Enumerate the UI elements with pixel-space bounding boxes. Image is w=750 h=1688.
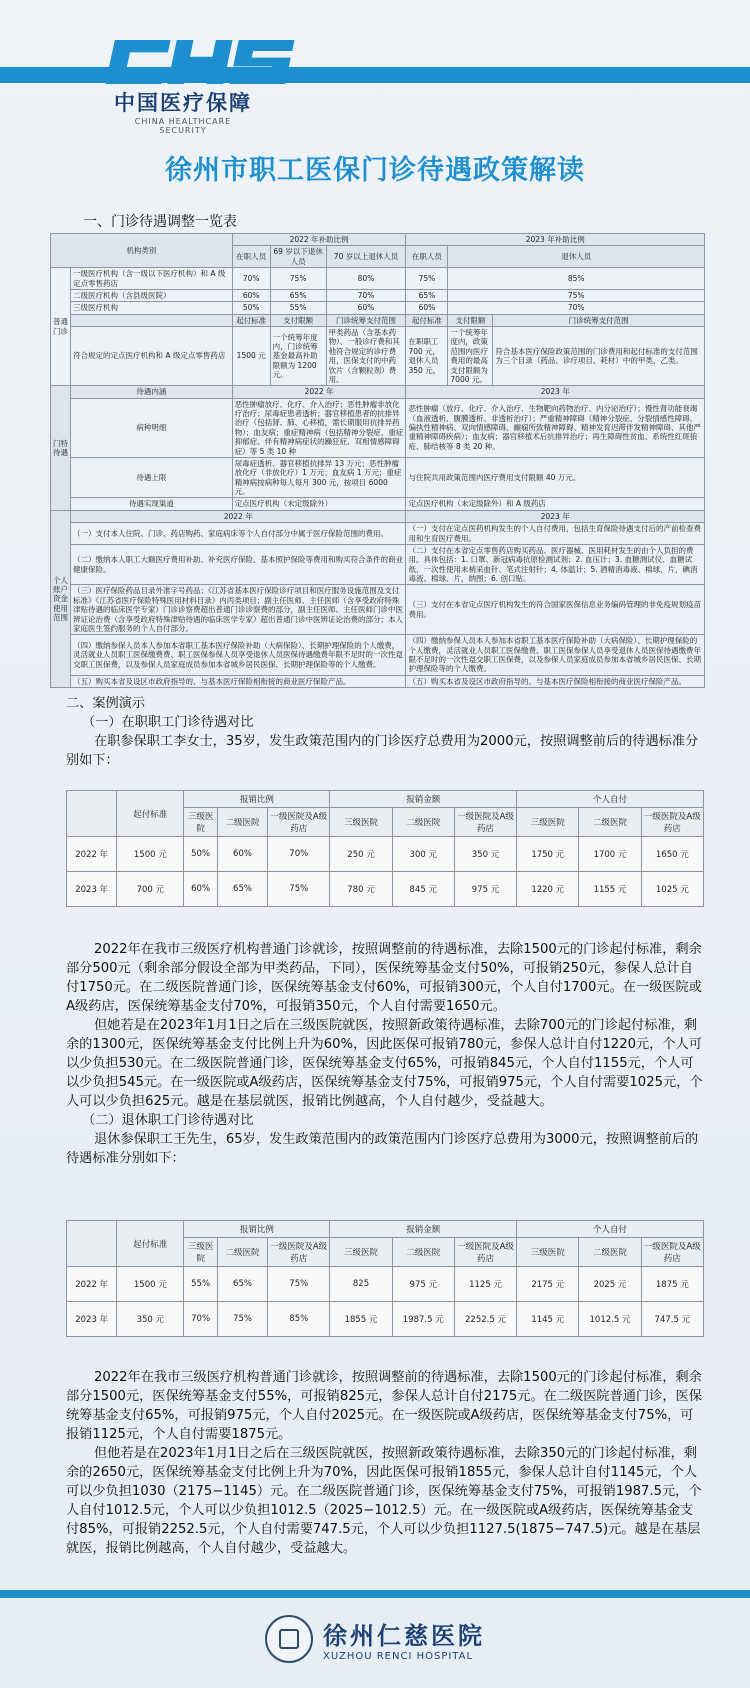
case1-intro: 在职参保职工李女士，35岁，发生政策范围内的门诊医疗总费用为2000元，按照调整前后的待遇标准分别如下： xyxy=(66,734,699,768)
table-row: 2023 年 350 元 70% 75% 85% 1855 元 1987.5 元 2252.5 元 1145 元 1012.5 元 747.5 元 xyxy=(67,1302,704,1337)
section2-heading: 二、案例演示 xyxy=(66,696,146,711)
case2-p1: 2022年在我市三级医疗机构普通门诊就诊，按照调整前的待遇标准，去除1500元的门诊起付标准，剩余部分1500元，医保统筹基金支付55%，可报销825元，参保人总计自付2175元。在二级医院普通门诊，医保统筹基金支付65%，可报销975元，个人自付2025元。在一级医院或A级药店，医保统筹基金支付75%，可报销1125元，个人自付需要1875元。 xyxy=(66,1370,702,1442)
case1-heading: （一）在职职工门诊待遇对比 xyxy=(82,715,254,730)
col-qf: 起付标准 xyxy=(117,791,184,837)
table-row: 2023 年 700 元 60% 65% 75% 780 元 845 元 975 元 1220 元 1155 元 1025 元 xyxy=(67,872,704,907)
case2-heading: （二）退休职工门诊待遇对比 xyxy=(82,1113,254,1128)
case2-table: 起付标准 报销比例 报销金额 个人自付 三级医院 二级医院 一级医院及A级药店 三级医院 二级医院 一级医院及A级药店 三级医院 二级医院 一级医院及A级药店 2022 年 1500 元 55% 65% 75% 825 975 元 1125 元 2175 元 2025 元 1875 元 2023 年 350 元 70% 75% 85% 1855 元 1987.5 元 2252.5 元 1145 元 1012.5 元 747.5 元 xyxy=(66,1220,704,1337)
case1-text xyxy=(66,940,704,1168)
logo-en: CHINA HEALTHCARE SECURITY xyxy=(134,117,232,135)
col-qf: 起付标准 xyxy=(117,1221,184,1267)
table-row: 2022 年 1500 元 50% 60% 70% 250 元 300 元 350 元 1750 元 1700 元 1650 元 xyxy=(67,837,704,872)
case1-p1: 2022年在我市三级医疗机构普通门诊就诊，按照调整前的待遇标准，去除1500元的门诊起付标准，剩余部分500元（剩余部分假设全部为甲类药品，下同），医保统筹基金支付50%，可报销250元，参保人总计自付1750元。在二级医院普通门诊，医保统筹基金支付60%，可报销300元，个人自付1700元。在一级医院或A级药店，医保统筹基金支付70%，可报销350元，个人自付需要1650元。 xyxy=(66,942,702,1014)
hospital-name-en: XUZHOU RENCI HOSPITAL xyxy=(323,1651,474,1662)
page-title: 徐州市职工医保门诊待遇政策解读 xyxy=(165,155,585,186)
chs-logo xyxy=(110,40,310,135)
case1-table: 起付标准 报销比例 报销金额 个人自付 三级医院 二级医院 一级医院及A级药店 三级医院 二级医院 一级医院及A级药店 三级医院 二级医院 一级医院及A级药店 2022 年 1500 元 50% 60% 70% 250 元 300 元 350 元 1750 元 1700 元 1650 元 2023 年 700 元 60% 65% 75% 780 元 845 元 975 元 1220 元 1155 元 1025 元 xyxy=(66,790,704,907)
logo-cn: 中国医疗保障 xyxy=(114,91,252,115)
policy-table: 机构类别 2022 年补助比例 2023 年补助比例 在职人员 69 岁以下退休人员 70 岁以上退休人员 在职人员 退休人员 普通门诊 一级医疗机构（含一级以下医疗机构）和 A 级定点零售药店 70% 75% 80% 75% 85% 二级医疗机构（含县级医院） 60% 65% 70% 65% 75% 三级医疗机构 50% 55% 60% 60% 70% 起付标准 支付限额 门诊统筹支付范围 起付标准 支付限额 门诊统筹支付范围 符合规定的定点医疗机构和 A 级定点零售药店 1500 元 一个统筹年度内，门诊统筹基金最高补助限额为 1200 元。 甲类药品（含基本药物）、一般诊疗费和其他符合规定的诊疗费用，医保支付的中药饮片（含颗粒剂）费用。 在职职工 700 元，退休人员 350 元。 一个统筹年度内，政策范围内医疗费用的最高支付限额为 7000 元。 符合基本医疗保险政策范围的门诊费用和起付标准的支付范围为三个目录（药品、诊疗项目、耗材）中的甲类、乙类。 门特待遇 待遇内涵 2022 年 2023 年 病种明细 恶性肿瘤放疗、化疗、介入治疗；恶性肿瘤非放化疗治疗；尿毒症患者透析；器官移植患者的抗排异治疗（包括肾、肺、心移植，需长期服用抗排异药物）；血友病；重症精神病（包括精神分裂症、重症抑郁症、伴有精神病症状的躁狂症、双相情感障碍症）等 5 类 10 种 恶性肿瘤（放疗、化疗、介入治疗、生物靶向药物治疗、内分泌治疗）；慢性肾功能衰竭（血液透析、腹膜透析、非透析治疗）；严重精神障碍（精神分裂症、分裂情感性障碍、偏执性精神病、双向情感障碍、癫痫所致精神障碍、精神发育迟滞伴发精神障碍、其他严重精神障碍疾病）；血友病；器官移植术后抗排异治疗；再生障碍性贫血、系统性红斑狼疮、肺结核等 8 类 20 种。 待遇上限 尿毒症透析、器官移植抗排异 13 万元；恶性肿瘤放化疗（非放化疗）1 万元；血友病 1 万元；重症精神病按病种每人每月 300 元，按项目 6000 元。 与住院共用政策范围内医疗费用支付限额 40 万元。 待遇实现渠道 定点医疗机构（未定级除外） 定点医疗机构（未定级除外）和 A 级药店 个人账户资金使用范围 2022 年 2023 年 （一）支付本人住院、门诊、药店购药、家庭病床等个人自付部分中属于医疗保险范围的费用。 （一）支付在定点医药机构发生的个人自付费用，包括生育保险待遇支付后的产前检查费用和生育医疗费用。 （二）缴纳本人职工大额医疗费用补助、补充医疗保险、基本照护保险等费用和购买符合条件的商业健康保险。 （二）支付在本省定点零售药店购买药品、医疗器械、医用耗材发生的由个人负担的费用。具体包括：1. 口罩、新冠病毒抗原检测试剂；2. 血压计；3. 血糖测试仪、血糖试纸、一次性使用末梢采血针、笔式注射针；4. 体温计；5. 酒精消毒液、棉球、片，碘消毒液、棉球、片，纳图；6. 创口贴。 （三）医疗保险药品目录外准字号药品；《江苏省基本医疗保险诊疗项目和医疗服务设施范围及支付标准》《江苏省医疗保险特殊医用材料目录》内丙类项目；副主任医师、主任医师（含享受政府特殊津贴待遇的临床医学专家）门诊诊察费超出普通门诊诊察费的部分，副主任医师、主任医师门诊中医辨证论治费（含享受政府特殊津贴待遇的临床医学专家）超出普通门诊中医辨证论治费的部分；本人家庭医生签约服务的个人自付部分。 （三）支付在本省定点医疗机构发生的符合国家医保信息业务编码管理的非免疫规划疫苗费用。 （四）缴纳参保人员本人参加本省职工基本医疗保险补助（大病保险）、长期护理保险的个人缴费，灵活就业人员职工医保缴费费、职工医保参保人员享受退休人员医保待遇缴费年限不足时的一次性趸交职工医保费，以及参保人员家庭成员参加本省城乡居民医保、长期护理保险等的个人缴费。 （四）缴纳参保人员本人参加本省职工基本医疗保险补助（大病保险）、长期护理保险的个人缴费，灵活就业人员职工医保缴费、职工医保参保人员享受退休人员医保待遇缴费年限不足时的一次性趸交职工医保费，以及参保人员家庭成员参加本省城乡居民医保、长期护理保险等的个人缴费。 （五）购买本省及设区市政府指导的、与基本医疗保险相衔接的商业医疗保险产品。 （五）购买本省及设区市政府指导的、与基本医疗保险相衔接的商业医疗保险产品。 xyxy=(50,233,705,688)
table-row: 2022 年 1500 元 55% 65% 75% 825 975 元 1125 元 2175 元 2025 元 1875 元 xyxy=(67,1267,704,1302)
case2-p2: 但他若是在2023年1月1日之后在三级医院就医，按照新政策待遇标准，去除350元的门诊起付标准，剩余的2650元，医保统筹基金支付比例上升为70%，因此医保可报销1855元，参保人总计自付1145元，个人可以少负担1030（2175−1145）元。在二级医院普通门诊，医保统筹基金支付75%，可报销1987.5元，个人自付1012.5元，个人可以少负担1012.5（2025−1012.5）元。在一级医院或A级药店，医保统筹基金支付85%，可报销2252.5元，个人自付需要747.5元，个人可以少负担1127.5(1875−747.5)元。越是在基层就医，报销比例越高，个人自付越少，受益越大。 xyxy=(66,1446,702,1556)
bottom-band xyxy=(0,1590,750,1598)
case1-p2: 但她若是在2023年1月1日之后在三级医院就医，按照新政策待遇标准，去除700元的门诊起付标准，剩余的1300元，医保统筹基金支付比例上升为60%，因此医保可报销780元，参保人总计自付1220元，个人可以少负担530元。在二级医院普通门诊，医保统筹基金支付65%，可报销845元，个人自付1155元，个人可以少负担545元。在一级医院或A级药店，医保统筹基金支付75%，可报销975元，个人自付需要1025元，个人可以少负担625元。越是在基层就医，报销比例越高，个人自付越少，受益越大。 xyxy=(66,1018,703,1109)
hospital-logo xyxy=(265,1615,485,1663)
section1-heading: 一、门诊待遇调整一览表 xyxy=(83,214,237,230)
case2-text xyxy=(66,1368,704,1558)
chs-logo-mark xyxy=(110,40,310,84)
case2-intro: 退休参保职工王先生，65岁，发生政策范围内的政策范围内门诊医疗总费用为3000元，按照调整前后的待遇标准分别如下： xyxy=(66,1132,699,1166)
case1-intro-block xyxy=(66,694,704,770)
hospital-name-cn: 徐州仁慈医院 xyxy=(323,1621,485,1650)
hospital-seal-icon xyxy=(265,1615,313,1663)
